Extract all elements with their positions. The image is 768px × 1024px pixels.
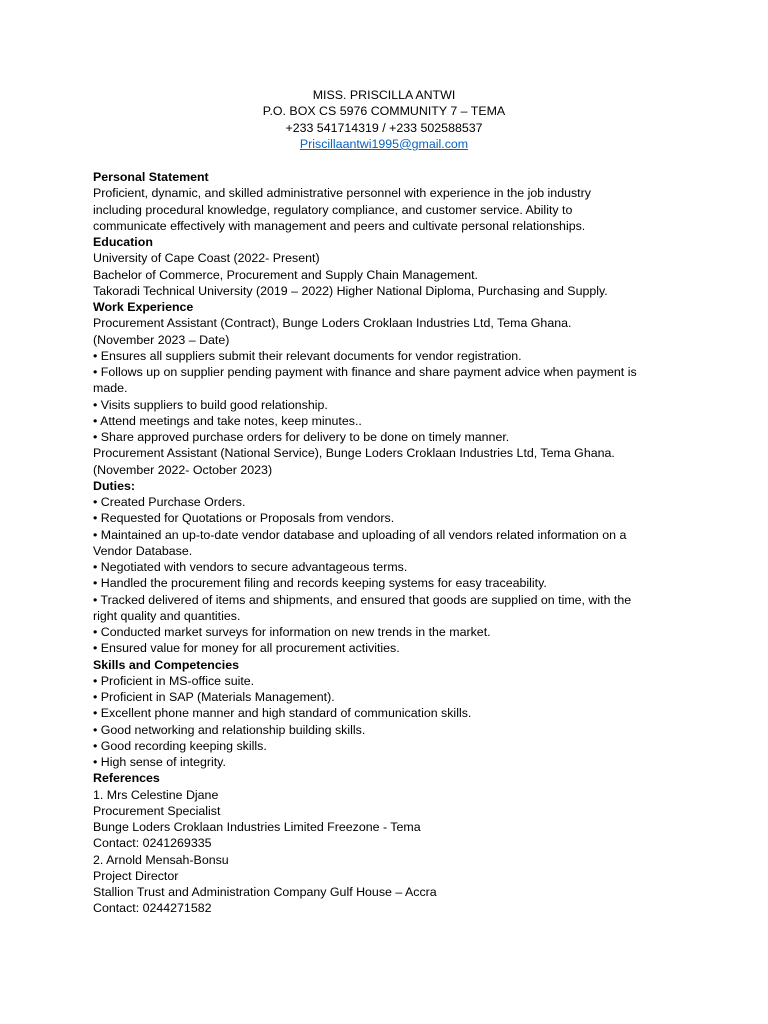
reference-line: 1. Mrs Celestine Djane <box>93 787 219 802</box>
reference-line: 2. Arnold Mensah-Bonsu <box>93 852 229 867</box>
skill-bullet: • High sense of integrity. <box>93 755 226 769</box>
reference-line: Contact: 0244271582 <box>93 901 212 916</box>
reference-line: Procurement Specialist <box>93 803 221 818</box>
duty-bullet: • Handled the procurement filing and records keeping systems for easy traceability. <box>93 576 547 591</box>
work-experience-heading: Work Experience <box>93 300 194 314</box>
skills-heading: Skills and Competencies <box>93 657 239 672</box>
resume-header <box>0 87 768 152</box>
education-heading: Education <box>93 235 153 249</box>
duty-bullet: right quality and quantities. <box>93 608 241 623</box>
email-link[interactable]: Priscillaantwi1995@gmail.com <box>299 136 469 151</box>
reference-line: Project Director <box>93 868 179 883</box>
duty-bullet: • Ensured value for money for all procurement activities. <box>93 641 400 656</box>
job-bullet: • Visits suppliers to build good relationship. <box>93 397 328 412</box>
personal-statement-line: Proficient, dynamic, and skilled administrative personnel with experience in the job industry <box>93 186 591 201</box>
personal-statement-heading: Personal Statement <box>93 170 209 184</box>
duty-bullet: • Maintained an up-to-date vendor database and uploading of all vendors related information on a <box>93 527 627 542</box>
job-bullet: • Ensures all suppliers submit their relevant documents for vendor registration. <box>93 348 522 363</box>
duties-heading: Duties: <box>93 478 135 493</box>
job-date-line: (November 2023 – Date) <box>93 332 230 347</box>
candidate-name: MISS. PRISCILLA ANTWI <box>312 88 456 102</box>
duty-bullet: • Requested for Quotations or Proposals from vendors. <box>93 511 395 526</box>
job-title-line: Procurement Assistant (National Service), Bunge Loders Croklaan Industries Ltd, Tema Ghana. <box>93 446 615 461</box>
reference-line: Stallion Trust and Administration Company Gulf House – Accra <box>93 885 437 899</box>
duty-bullet: • Negotiated with vendors to secure advantageous terms. <box>93 560 408 574</box>
job-date-line: (November 2022- October 2023) <box>93 462 273 477</box>
personal-statement-line: including procedural knowledge, regulatory compliance, and customer service. Ability to <box>93 202 573 217</box>
education-line: Takoradi Technical University (2019 – 2022) Higher National Diploma, Purchasing and Supply. <box>93 283 608 298</box>
skill-bullet: • Good networking and relationship building skills. <box>93 722 366 737</box>
skill-bullet: • Proficient in SAP (Materials Management). <box>93 690 335 704</box>
job-bullet: • Share approved purchase orders for delivery to be done on timely manner. <box>93 430 510 444</box>
education-line: Bachelor of Commerce, Procurement and Supply Chain Management. <box>93 267 478 282</box>
references-heading: References <box>93 771 160 786</box>
phone-numbers: +233 541714319 / +233 502588537 <box>285 120 483 135</box>
duty-bullet: • Tracked delivered of items and shipments, and ensured that goods are supplied on time, with the <box>93 592 632 607</box>
skill-bullet: • Good recording keeping skills. <box>93 738 267 753</box>
job-bullet: • Attend meetings and take notes, keep minutes.. <box>93 413 362 428</box>
job-title-line: Procurement Assistant (Contract), Bunge Loders Croklaan Industries Ltd, Tema Ghana. <box>93 316 572 331</box>
skill-bullet: • Proficient in MS-office suite. <box>93 673 255 688</box>
job-bullet: made. <box>93 381 128 396</box>
postal-address: P.O. BOX CS 5976 COMMUNITY 7 – TEMA <box>262 104 506 119</box>
reference-line: Bunge Loders Croklaan Industries Limited Freezone - Tema <box>93 820 421 834</box>
resume-body <box>93 169 671 917</box>
reference-line: Contact: 0241269335 <box>93 836 212 851</box>
personal-statement-line: communicate effectively with management and peers and cultivate personal relationships. <box>93 218 586 233</box>
skill-bullet: • Excellent phone manner and high standard of communication skills. <box>93 706 472 721</box>
duty-bullet: • Conducted market surveys for information on new trends in the market. <box>93 625 491 639</box>
education-line: University of Cape Coast (2022- Present) <box>93 251 320 266</box>
duty-bullet: Vendor Database. <box>93 543 193 558</box>
duty-bullet: • Created Purchase Orders. <box>93 495 246 509</box>
job-bullet: • Follows up on supplier pending payment with finance and share payment advice when payment is <box>93 365 637 379</box>
